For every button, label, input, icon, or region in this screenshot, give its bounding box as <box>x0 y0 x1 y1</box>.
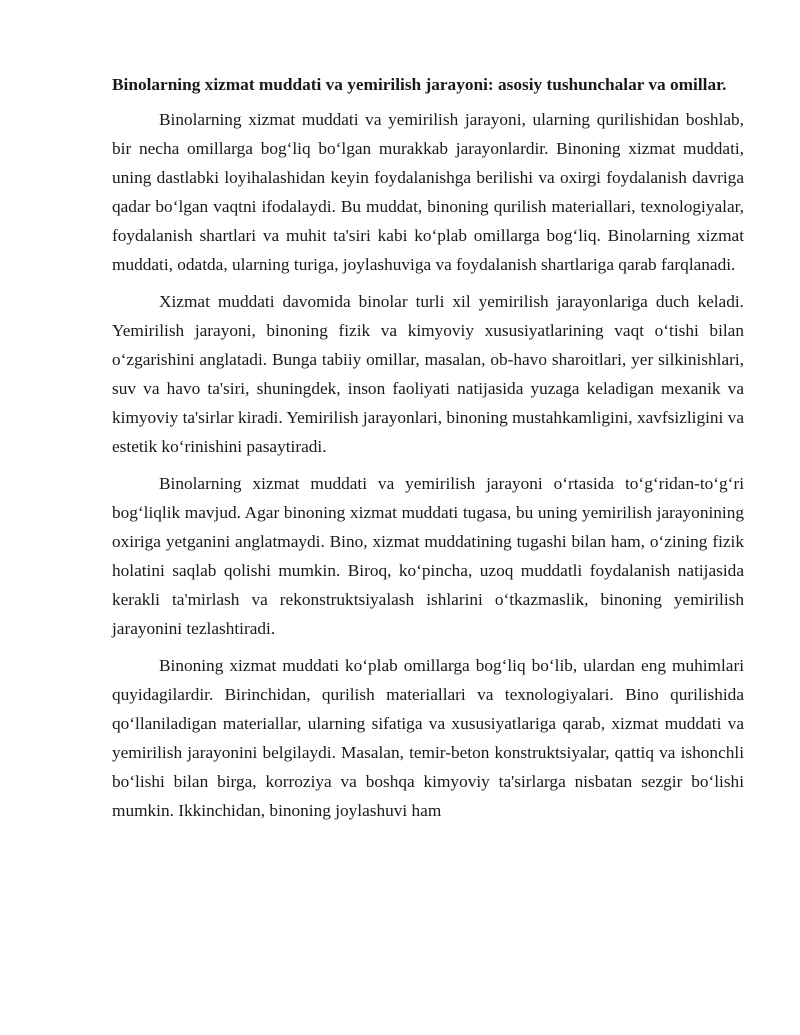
paragraph-1: Binolarning xizmat muddati va yemirilish jarayoni, ularning qurilishidan boshlab, bir necha omillarga bog‘liq bo‘lgan murakkab jarayonlardir. Binoning xizmat muddati, uning dastlabki loyihalashidan keyin foydalanishga berilishi va oxirgi foydalanish davriga qadar bo‘lgan vaqtni ifodalaydi. Bu muddat, binoning qurilish materiallari, texnologiyalar, foydalanish shartlari va muhit ta'siri kabi ko‘plab omillarga bog‘liq. Binolarning xizmat muddati, odatda, ularning turiga, joylashuviga va foydalanish shartlariga qarab farqlanadi. <box>112 110 744 274</box>
paragraph-2: Xizmat muddati davomida binolar turli xil yemirilish jarayonlariga duch keladi. Yemirilish jarayoni, binoning fizik va kimyoviy xususiyatlarining vaqt o‘tishi bilan o‘zgarishini anglatadi. Bunga tabiiy omillar, masalan, ob-havo sharoitlari, yer silkinishlari, suv va havo ta'siri, shuningdek, inson faoliyati natijasida yuzaga keladigan mexanik va kimyoviy ta'sirlar kiradi. Yemirilish jarayonlari, binoning mustahkamligini, xavfsizligini va estetik ko‘rinishini pasaytiradi. <box>112 292 744 456</box>
paragraph-4: Binoning xizmat muddati ko‘plab omillarga bog‘liq bo‘lib, ulardan eng muhimlari quyidagilardir. Birinchidan, qurilish materiallari va texnologiyalari. Bino qurilishida qo‘llaniladigan materiallar, ularning sifatiga va xususiyatlariga qarab, xizmat muddati va yemirilish jarayonini belgilaydi. Masalan, temir-beton konstruktsiyalar, qattiq va ishonchli bo‘lishi bilan birga, korroziya va boshqa kimyoviy ta'sirlarga nisbatan sezgir bo‘lishi mumkin. Ikkinchidan, binoning joylashuvi ham <box>112 656 744 820</box>
paragraph-3: Binolarning xizmat muddati va yemirilish jarayoni o‘rtasida to‘g‘ridan-to‘g‘ri bog‘liqlik mavjud. Agar binoning xizmat muddati tugasa, bu uning yemirilish jarayonining oxiriga yetganini anglatmaydi. Bino, xizmat muddatining tugashi bilan ham, o‘zining fizik holatini saqlab qolishi mumkin. Biroq, ko‘pincha, uzoq muddatli foydalanish natijasida kerakli ta'mirlash va rekonstruktsiyalash ishlarini o‘tkazmaslik, binoning yemirilish jarayonini tezlashtiradi. <box>112 474 744 638</box>
document-page <box>112 70 744 833</box>
document-heading: Binolarning xizmat muddati va yemirilish jarayoni: asosiy tushunchalar va omillar. <box>112 75 727 94</box>
